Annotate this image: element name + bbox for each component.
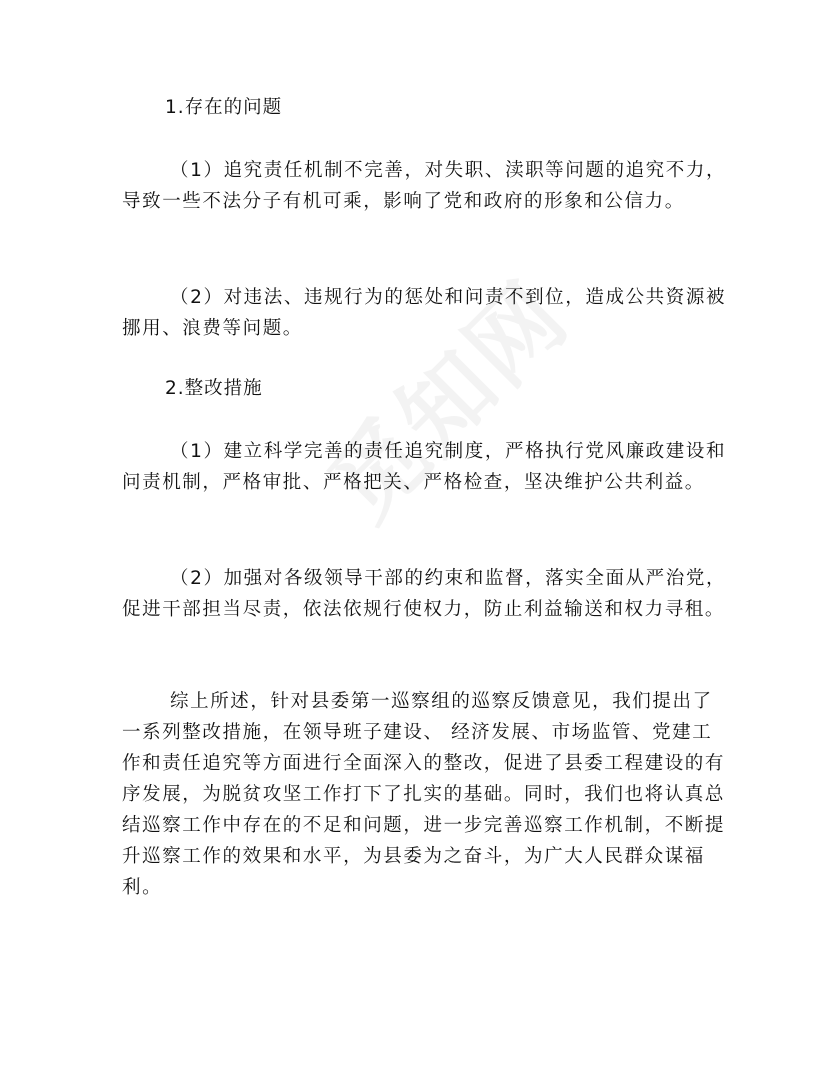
measure-item-1: （1）建立科学完善的责任追究制度，严格执行党风廉政建设和问责机制，严格审批、严格把关、严格检查，坚决维护公共利益。 xyxy=(122,441,727,493)
section-heading-measures: 2.整改措施 xyxy=(165,378,263,399)
measure-item-2: （2）加强对各级领导干部的约束和监督，落实全面从严治党，促进干部担当尽责，依法依规行使权力，防止利益输送和权力寻租。 xyxy=(122,568,727,620)
summary-paragraph: 综上所述，针对县委第一巡察组的巡察反馈意见，我们提出了一系列整改措施，在领导班子建设、 经济发展、市场监管、党建工作和责任追究等方面进行全面深入的整改，促进了县委工程建设的有序发展，为脱贫攻坚工作打下了扎实的基础。同时，我们也将认真总结巡察工作中存在的不足和问题，进一步完善巡察工作机制，不断提升巡察工作的效果和水平，为县委为之奋斗，为广大人民群众谋福利。 xyxy=(122,691,726,898)
section-heading-problems: 1.存在的问题 xyxy=(165,97,283,118)
problem-item-2: （2）对违法、违规行为的惩处和问责不到位，造成公共资源被挪用、浪费等问题。 xyxy=(122,287,727,339)
problem-item-1: （1）追究责任机制不完善，对失职、渎职等问题的追究不力，导致一些不法分子有机可乘，影响了党和政府的形象和公信力。 xyxy=(122,160,727,212)
